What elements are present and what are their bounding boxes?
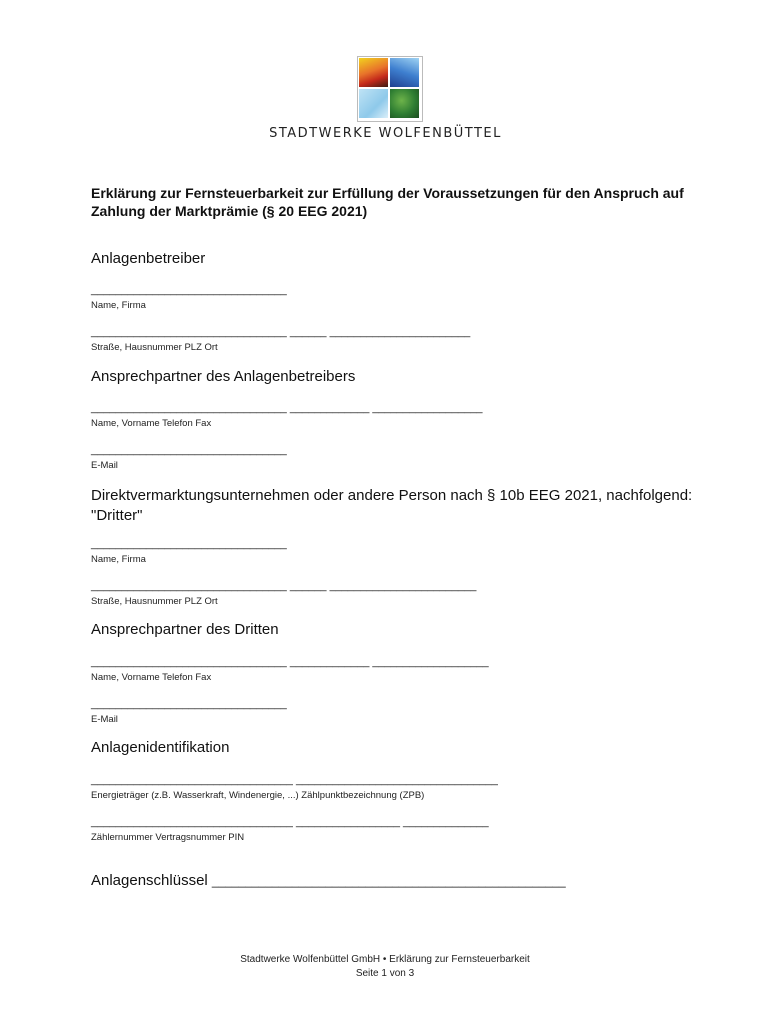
logo-tile-air [359, 89, 388, 118]
heading-third-party: Direktvermarktungsunternehmen oder andere Person nach § 10b EEG 2021, nachfolgend: "Dritter" [91, 487, 693, 524]
heading-third-party-contact: Ansprechpartner des Dritten [91, 621, 279, 638]
logo-tile-earth [390, 89, 419, 118]
footer-page-number: Seite 1 von 3 [355, 968, 415, 979]
field-third-party-contact-email[interactable]: ________________________________ [91, 698, 287, 710]
logo-tile-fire [359, 58, 388, 87]
caption-operator-contact-name: Name, Vorname Telefon Fax [91, 418, 212, 429]
caption-operator-name: Name, Firma [91, 300, 146, 311]
field-third-party-address[interactable]: ________________________________ ______ ________________________ [91, 580, 477, 592]
footer-company-line: Stadtwerke Wolfenbüttel GmbH • Erklärung zur Fernsteuerbarkeit [240, 954, 530, 965]
logo-tile-water [390, 58, 419, 87]
logo-wordmark: STADTWERKE WOLFENBÜTTEL [269, 126, 502, 141]
field-operator-name[interactable]: ________________________________ [91, 284, 287, 296]
plant-key-label: Anlagenschlüssel [91, 872, 208, 889]
plant-key-row [91, 872, 566, 889]
field-operator-contact-email[interactable]: ________________________________ [91, 444, 287, 456]
heading-plant-identification: Anlagenidentifikation [91, 739, 230, 756]
caption-operator-address: Straße, Hausnummer PLZ Ort [91, 342, 218, 353]
logo-emblem [357, 56, 423, 122]
caption-plant-meter-contract-pin: Zählernummer Vertragsnummer PIN [91, 832, 245, 843]
document-title: Erklärung zur Fernsteuerbarkeit zur Erfüllung der Voraussetzungen für den Anspruch auf Zahlung der Marktprämie (§ 20 EEG 2021) [91, 185, 684, 219]
caption-third-party-contact-email: E-Mail [91, 714, 118, 725]
field-operator-address[interactable]: ________________________________ ______ _______________________ [91, 326, 471, 338]
field-third-party-contact-name[interactable]: ________________________________ _____________ ___________________ [91, 656, 489, 668]
field-plant-key[interactable]: _____________________________________________________ [211, 874, 566, 888]
caption-plant-energy-zpb: Energieträger (z.B. Wasserkraft, Windenergie, ...) Zählpunktbezeichnung (ZPB) [91, 790, 425, 801]
caption-third-party-address: Straße, Hausnummer PLZ Ort [91, 596, 218, 607]
field-operator-contact-name[interactable]: ________________________________ _____________ __________________ [91, 402, 483, 414]
field-plant-energy-zpb[interactable]: _________________________________ _________________________________ [91, 774, 498, 786]
caption-third-party-name: Name, Firma [91, 554, 146, 565]
heading-operator: Anlagenbetreiber [91, 250, 206, 267]
caption-third-party-contact-name: Name, Vorname Telefon Fax [91, 672, 212, 683]
field-plant-meter-contract-pin[interactable]: _________________________________ _________________ ______________ [91, 816, 489, 828]
caption-operator-contact-email: E-Mail [91, 460, 118, 471]
company-logo [263, 48, 508, 148]
heading-operator-contact: Ansprechpartner des Anlagenbetreibers [91, 368, 356, 385]
field-third-party-name[interactable]: ________________________________ [91, 538, 287, 550]
